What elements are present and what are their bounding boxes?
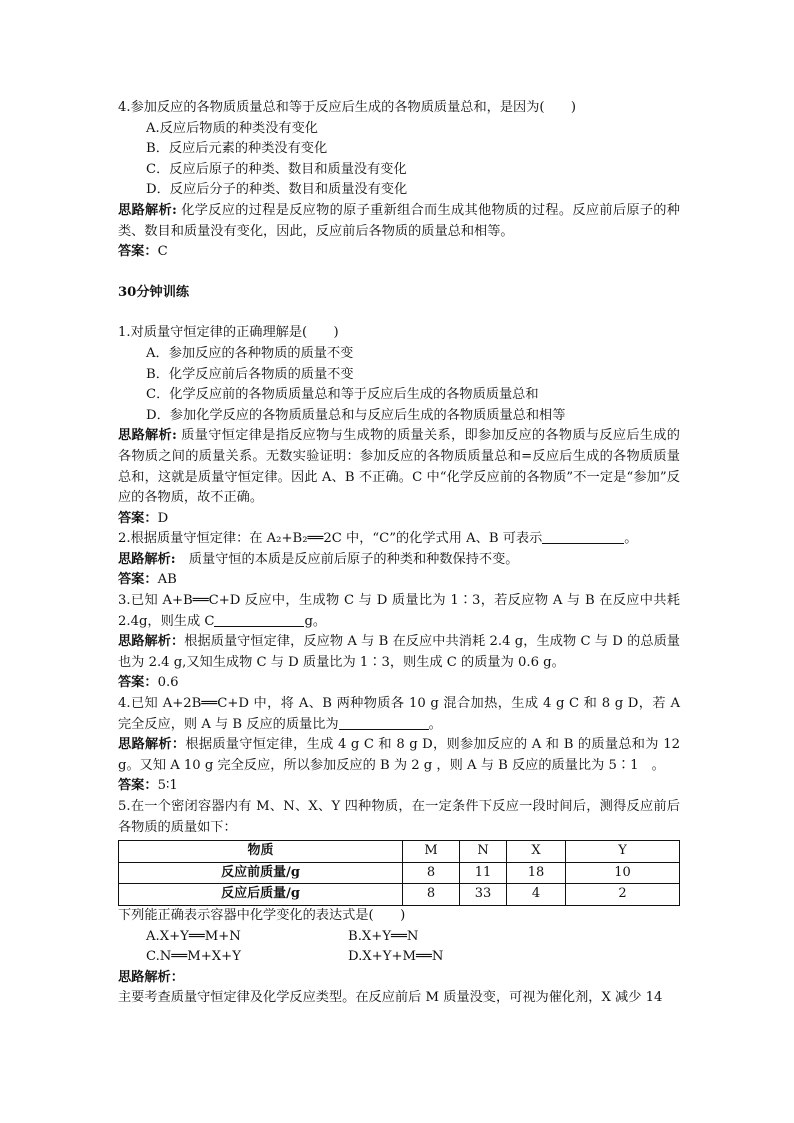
table-header-cell: X xyxy=(507,841,566,863)
table-row xyxy=(119,884,680,906)
q2-answer xyxy=(118,570,680,591)
document-page xyxy=(118,98,680,1009)
q4-answer xyxy=(118,776,680,797)
table-header-cell: M xyxy=(403,841,460,863)
q1-stem: 1.对质量守恒定律的正确理解是( ) xyxy=(118,325,339,341)
table-cell: 11 xyxy=(460,862,507,884)
table-cell: 反应后质量/g xyxy=(119,884,403,906)
q5-analysis: 主要考查质量守恒定律及化学反应类型。在反应前后 M 质量没变，可视为催化剂，X 减少 14 xyxy=(118,990,663,1006)
table-cell: 10 xyxy=(566,862,680,884)
q4-stem xyxy=(118,694,680,735)
table-cell: 8 xyxy=(403,862,460,884)
q4-stem-end: 。 xyxy=(428,716,442,732)
q3-stem-end: g。 xyxy=(304,613,327,629)
q1-answer xyxy=(118,509,680,530)
analysis-text: 根据质量守恒定律，反应物 A 与 B 在反应中共消耗 2.4 g，生成物 C 与 D 的总质量也为 2.4 g,又知生成物 C 与 D 质量比为 1∶3，则生成 C 的质量为 0.6 g。 xyxy=(118,634,680,670)
analysis-label: 思路解析: xyxy=(118,428,177,444)
table-row xyxy=(119,862,680,884)
analysis-label: 思路解析： xyxy=(118,634,185,650)
answer-text: C xyxy=(157,244,168,260)
q4-prev-stem: 4.参加反应的各物质质量总和等于反应后生成的各物质质量总和，是因为( ) xyxy=(118,100,577,115)
q5-option-a: A.X+Y══M+N xyxy=(146,928,241,944)
answer-label: 答案： xyxy=(118,244,158,260)
q5-option-d: D.X+Y+M══N xyxy=(348,949,444,965)
q3-analysis xyxy=(118,632,680,673)
fill-blank[interactable] xyxy=(339,716,429,730)
table-header-row xyxy=(119,841,680,863)
q5-options-row-1 xyxy=(118,927,680,948)
table-cell: 反应前质量/g xyxy=(119,862,403,884)
q5-options-row-2 xyxy=(118,947,680,968)
table-cell: 2 xyxy=(566,884,680,906)
mass-table xyxy=(118,840,680,906)
analysis-text: 质量守恒定律是指反应物与生成物的质量关系，即参加反应的各物质与反应后生成的各物质之间的质量关系。无数实验证明：参加反应的各物质质量总和=反应后生成的各物质质量总和，这就是质量守恒定律。因此 A、B 不正确。C 中“化学反应前的各物质”不一定是“参加”反应的各物质，故不正确。 xyxy=(118,428,680,506)
fill-blank[interactable] xyxy=(542,530,624,544)
table-cell: 33 xyxy=(460,884,507,906)
q2-analysis xyxy=(118,550,680,571)
answer-text: 5∶1 xyxy=(157,778,178,794)
section-title: 30分钟训练 xyxy=(118,284,190,300)
table-cell: 18 xyxy=(507,862,566,884)
analysis-text: 化学反应的过程是反应物的原子重新组合而生成其他物质的过程。反应前后原子的种类、数目和质量没有变化，因此，反应前后各物质的质量总和相等。 xyxy=(118,202,680,239)
analysis-label: 思路解析: xyxy=(118,551,176,567)
q4-prev-option-a: A.反应后物质的种类没有变化 xyxy=(146,120,318,136)
answer-label: 答案： xyxy=(118,510,158,526)
q4-prev-option-b: B．反应后元素的种类没有变化 xyxy=(146,141,328,157)
q1-option-c: C．化学反应前的各物质质量总和等于反应后生成的各物质质量总和 xyxy=(146,387,539,403)
q1-option-a: A．参加反应的各种物质的质量不变 xyxy=(146,345,354,361)
q2-stem xyxy=(118,529,680,550)
q2-stem-text: 2.根据质量守恒定律：在 A₂+B₂══2C 中，“C”的化学式用 A、B 可表示 xyxy=(118,531,543,547)
table-header-cell: 物质 xyxy=(119,841,403,863)
analysis-label: 思路解析： xyxy=(118,737,186,753)
analysis-text: 质量守恒的本质是反应前后原子的种类和种数保持不变。 xyxy=(175,551,519,567)
q4-stem-text: 4.已知 A+2B══C+D 中，将 A、B 两种物质各 10 g 混合加热，生成 4 g C 和 8 g D，若 A 完全反应，则 A 与 B 反应的质量比为 xyxy=(118,696,680,732)
q5-option-c: C.N══M+X+Y xyxy=(146,949,241,965)
analysis-label: 思路解析: xyxy=(118,202,177,218)
table-cell: 4 xyxy=(507,884,566,906)
answer-label: 答案： xyxy=(118,572,158,588)
q5-question: 下列能正确表示容器中化学变化的表达式是( ) xyxy=(118,907,406,923)
q1-option-d: D．参加化学反应的各物质质量总和与反应后生成的各物质质量总和相等 xyxy=(146,407,566,423)
fill-blank[interactable] xyxy=(214,613,304,627)
analysis-text: 根据质量守恒定律，生成 4 g C 和 8 g D，则参加反应的 A 和 B 的质量总和为 12 g。又知 A 10 g 完全反应，所以参加反应的 B 为 2 g ，则 A 与 B 反应的质量比为 5∶1 。 xyxy=(118,737,681,773)
answer-text: AB xyxy=(157,572,177,588)
answer-label: 答案： xyxy=(118,675,158,691)
q5-stem: 5.在一个密闭容器内有 M、N、X、Y 四种物质，在一定条件下反应一段时间后，测得反应前后各物质的质量如下： xyxy=(118,799,680,835)
q4-prev-analysis xyxy=(118,201,680,242)
table-header-cell: Y xyxy=(566,841,680,863)
q3-stem xyxy=(118,591,680,632)
q3-answer xyxy=(118,673,680,694)
q4-analysis xyxy=(118,735,680,776)
q1-analysis xyxy=(118,426,680,508)
answer-text: D xyxy=(157,510,169,526)
answer-text: 0.6 xyxy=(157,675,179,691)
q4-prev-option-d: D．反应后分子的种类、数目和质量没有变化 xyxy=(146,182,408,198)
q1-option-b: B．化学反应前后各物质的质量不变 xyxy=(146,366,354,382)
q3-stem-text: 3.已知 A+B══C+D 反应中，生成物 C 与 D 质量比为 1∶3，若反应物 A 与 B 在反应中共耗 2.4g，则生成 C xyxy=(118,593,680,629)
q4-prev-option-c: C．反应后原子的种类、数目和质量没有变化 xyxy=(146,161,407,177)
q5-option-b: B.X+Y══N xyxy=(348,928,419,944)
q4-prev-answer xyxy=(118,242,680,263)
table-header-cell: N xyxy=(460,841,507,863)
q5-analysis-label: 思路解析： xyxy=(118,969,184,985)
q2-stem-end: 。 xyxy=(624,531,638,547)
answer-label: 答案： xyxy=(118,778,158,794)
table-cell: 8 xyxy=(403,884,460,906)
